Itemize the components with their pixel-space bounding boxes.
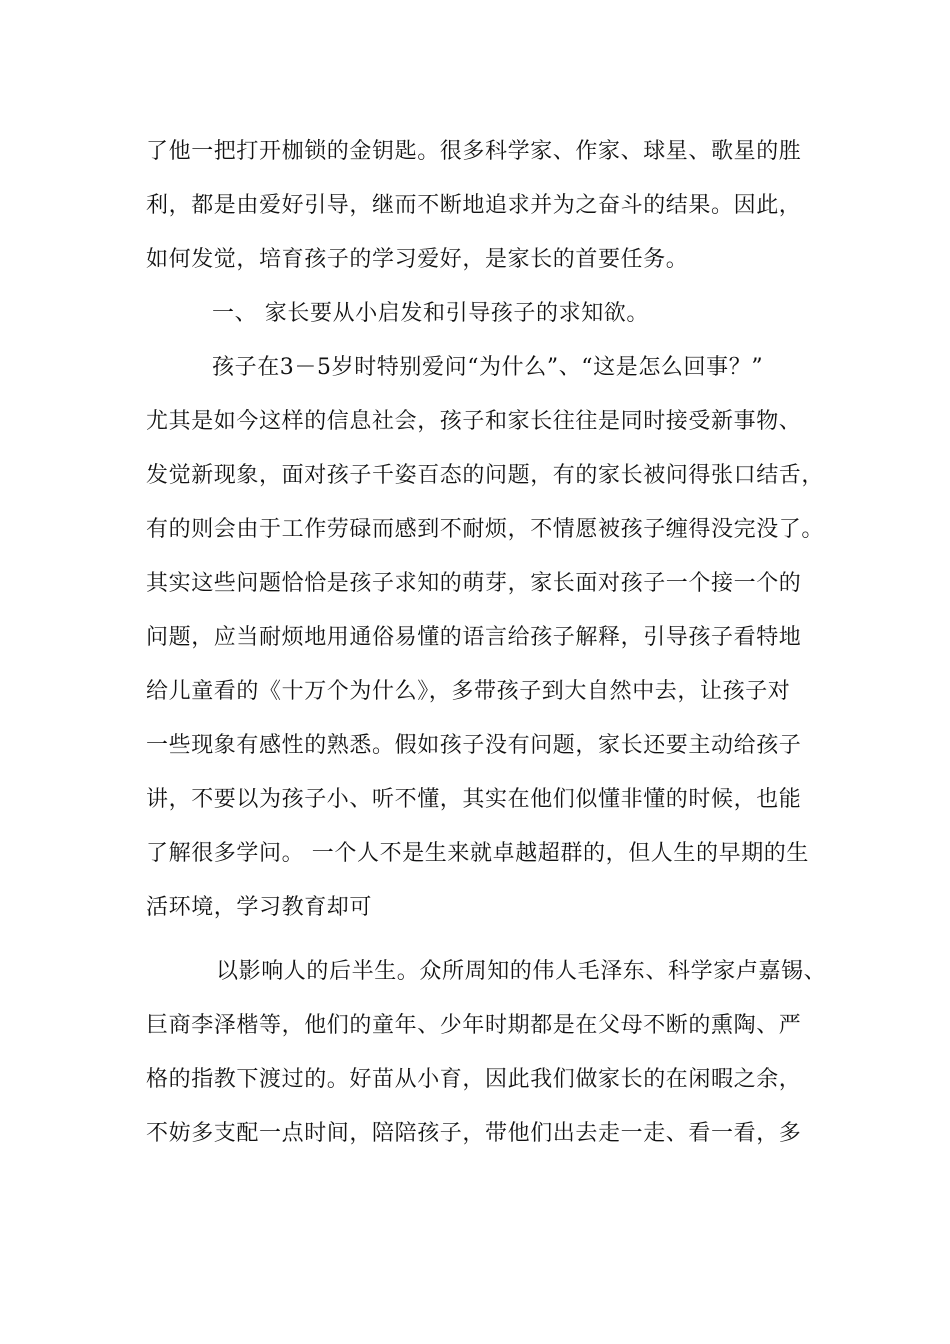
text-line: 以影响人的后半生。众所周知的伟人毛泽东、科学家卢嘉锡、 bbox=[216, 959, 827, 984]
text-line: 格的指教下渡过的。好苗从小育，因此我们做家长的在闲暇之余， bbox=[146, 1067, 802, 1092]
text-line: 如何发觉，培育孩子的学习爱好，是家长的首要任务。 bbox=[146, 247, 689, 272]
text-line: 给儿童看的《十万个为什么》，多带孩子到大自然中去，让孩子对 bbox=[146, 679, 791, 704]
text-line: 利，都是由爱好引导，继而不断地追求并为之奋斗的结果。因此， bbox=[146, 193, 802, 218]
text-line: 一些现象有感性的熟悉。假如孩子没有问题，家长还要主动给孩子 bbox=[146, 733, 802, 758]
text-line: 其实这些问题恰恰是孩子求知的萌芽，家长面对孩子一个接一个的 bbox=[146, 571, 802, 596]
text-line: 尤其是如今这样的信息社会，孩子和家长往往是同时接受新事物、 bbox=[146, 409, 802, 434]
text-line: 了他一把打开枷锁的金钥匙。很多科学家、作家、球星、歌星的胜 bbox=[146, 139, 802, 164]
text-line: 了解很多学问。 一个人不是生来就卓越超群的，但人生的早期的生 bbox=[146, 841, 809, 866]
text-line: 不妨多支配一点时间，陪陪孩子，带他们出去走一走、看一看，多 bbox=[146, 1121, 802, 1146]
text-line: 问题，应当耐烦地用通俗易懂的语言给孩子解释，引导孩子看特地 bbox=[146, 625, 802, 650]
text-line: 讲，不要以为孩子小、听不懂，其实在他们似懂非懂的时候，也能 bbox=[146, 787, 802, 812]
text-line: 有的则会由于工作劳碌而感到不耐烦，不情愿被孩子缠得没完没了。 bbox=[146, 517, 825, 542]
text-line: 孩子在3－5岁时特别爱问“为什么”、“这是怎么回事？” bbox=[212, 355, 764, 380]
section-heading: 一、 家长要从小启发和引导孩子的求知欲。 bbox=[212, 301, 649, 326]
text-line: 发觉新现象，面对孩子千姿百态的问题，有的家长被问得张口结舌， bbox=[146, 463, 825, 488]
text-line: 巨商李泽楷等，他们的童年、少年时期都是在父母不断的熏陶、严 bbox=[146, 1013, 802, 1038]
text-line: 活环境，学习教育却可 bbox=[146, 895, 373, 920]
